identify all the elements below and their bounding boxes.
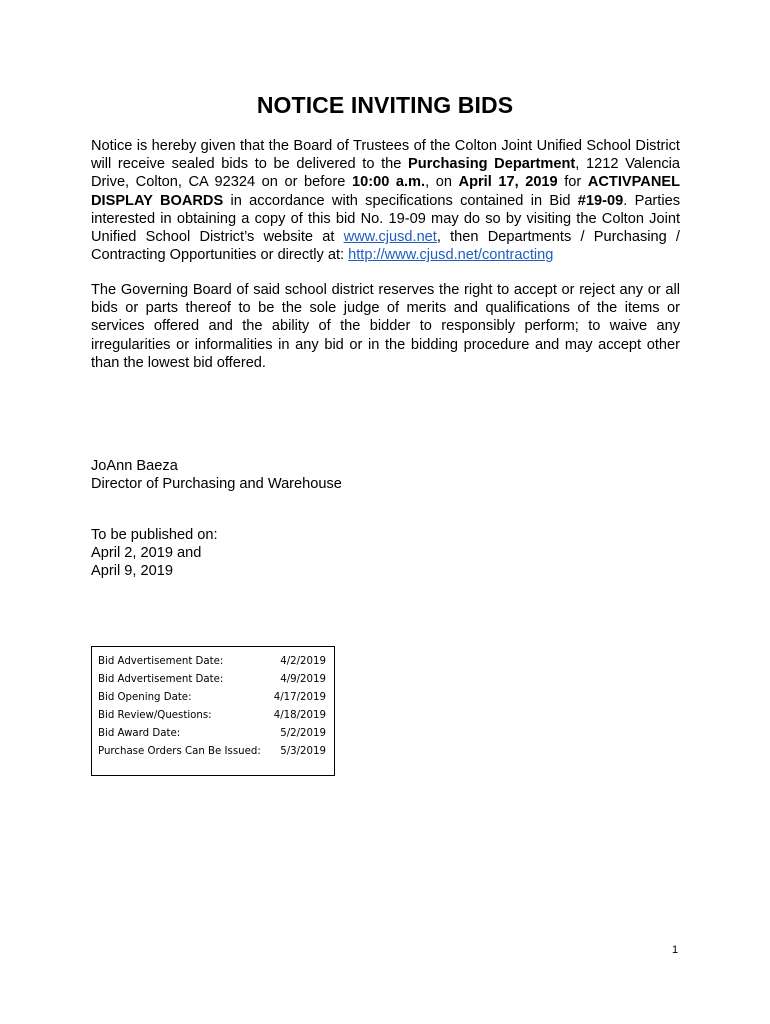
schedule-label: Bid Award Date:: [98, 728, 181, 739]
bid-item: ACTIVPANEL DISPLAY BOARDS: [91, 174, 681, 209]
notice-text: Notice is hereby given that the Board of Trustees of the Colton Joint Unified School District will receive sealed bids to be delivered to the: [91, 138, 680, 173]
contracting-link[interactable]: http://www.cjusd.net/contracting: [348, 247, 554, 264]
board-rights-paragraph: The Governing Board of said school district reserves the right to accept or reject any or all bids or parts thereof to be the sole judge of merits and qualifications of the items or services offered and the ability of the bidder to responsibly perform; to waive any irregularities or informalities in any bid or in the bidding procedure and may accept other than the lowest bid offered.: [91, 282, 680, 371]
schedule-value: 5/2/2019: [280, 728, 326, 739]
notice-text: , on: [425, 174, 459, 191]
schedule-label: Purchase Orders Can Be Issued:: [98, 746, 261, 757]
table-row: [98, 653, 326, 671]
schedule-value: 4/2/2019: [280, 656, 326, 667]
bid-number: #19-09: [577, 192, 624, 209]
notice-text: , then Departments / Purchasing / Contracting Opportunities or directly at:: [91, 229, 680, 264]
table-row: [98, 707, 326, 725]
schedule-label: Bid Advertisement Date:: [98, 656, 224, 667]
signer-title: Director of Purchasing and Warehouse: [91, 476, 342, 493]
schedule-value: 5/3/2019: [280, 746, 326, 757]
table-row: [98, 689, 326, 707]
notice-title: NOTICE INVITING BIDS: [256, 92, 514, 118]
publication-date: April 9, 2019: [91, 563, 173, 580]
table-row: [98, 725, 326, 743]
notice-text: in accordance with specifications contained in Bid: [223, 192, 578, 209]
notice-paragraph: [91, 137, 680, 264]
page-number: 1: [672, 944, 679, 956]
signature-block: [91, 457, 342, 493]
publication-heading: To be published on:: [91, 527, 218, 543]
bid-date: April 17, 2019: [458, 174, 558, 191]
signer-name: JoAnn Baeza: [91, 458, 178, 474]
purchasing-department: Purchasing Department: [408, 156, 576, 173]
table-row: [98, 743, 326, 761]
schedule-label: Bid Advertisement Date:: [98, 674, 224, 685]
notice-text: , 1212 Valencia Drive, Colton, CA 92324 on or before: [91, 156, 681, 191]
notice-text: . Parties interested in obtaining a copy of this bid No. 19-09 may do so by visiting the Colton Joint Unified School District’s website at: [91, 192, 680, 246]
schedule-value: 4/18/2019: [273, 710, 326, 721]
bid-time: 10:00 a.m.: [351, 174, 426, 191]
publication-block: [91, 526, 218, 581]
schedule-value: 4/17/2019: [273, 692, 326, 703]
schedule-value: 4/9/2019: [280, 674, 326, 685]
schedule-label: Bid Review/Questions:: [98, 710, 212, 721]
bid-schedule-table: [91, 646, 335, 776]
publication-date: April 2, 2019 and: [91, 545, 202, 562]
website-link[interactable]: www.cjusd.net: [343, 229, 437, 246]
notice-text: for: [557, 174, 588, 191]
schedule-label: Bid Opening Date:: [98, 692, 192, 703]
table-row: [98, 671, 326, 689]
